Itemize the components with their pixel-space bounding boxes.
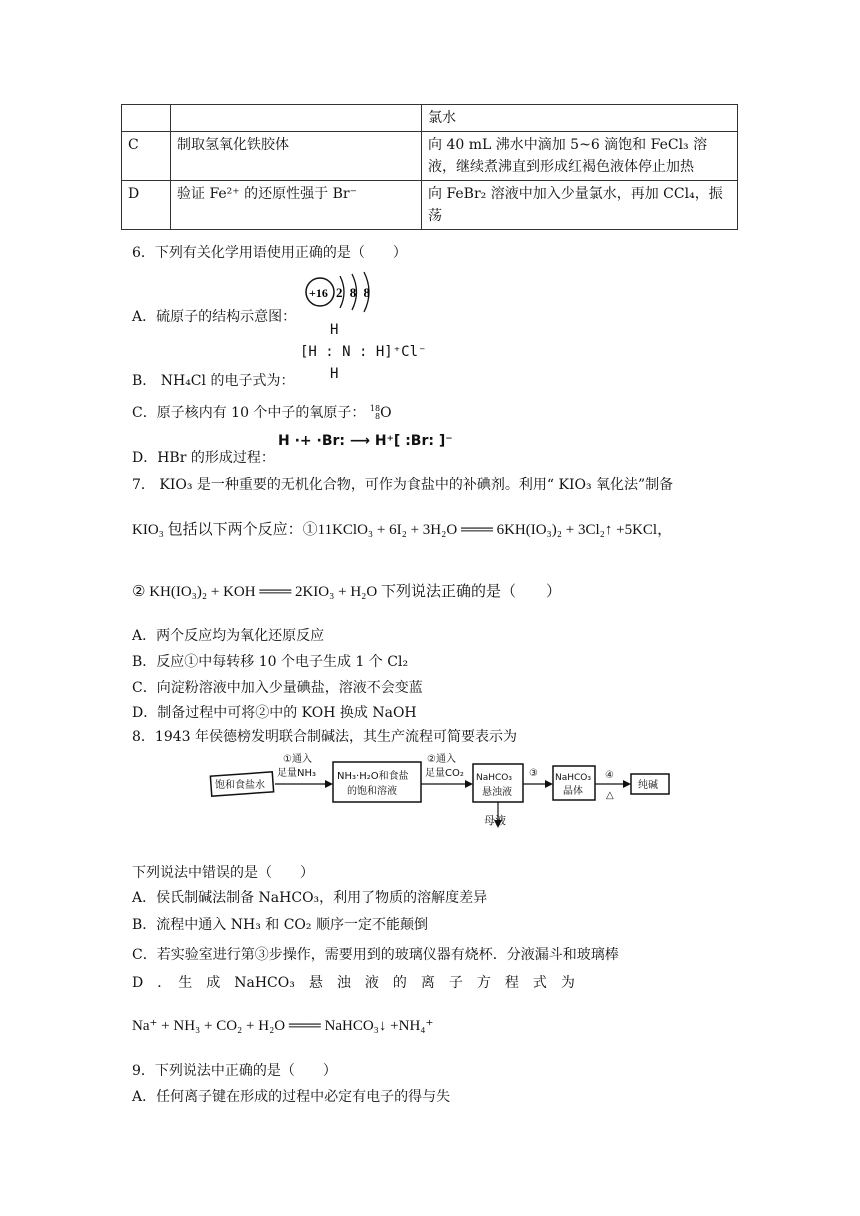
process-flow-diagram xyxy=(205,748,675,832)
isotope-numbers xyxy=(370,405,380,421)
q8-option-d: D ． 生 成 NaHCO₃ 悬 浊 液 的 离 子 方 程 式 为 xyxy=(132,975,575,991)
nh4cl-bottom: H xyxy=(330,366,339,382)
table-cell: 向 40 mL 沸水中滴加 5~6 滴饱和 FeCl₃ 溶液，继续煮沸直到形成红褐色液体停止加热 xyxy=(422,132,738,181)
atom-nucleus: +16 xyxy=(309,286,328,300)
q9-stem: 9．下列说法中正确的是（ ） xyxy=(132,1063,337,1079)
flow-step2b: 足量CO₂ xyxy=(425,768,464,779)
isotope-symbol: O xyxy=(380,405,392,421)
table-row xyxy=(122,181,738,230)
flow-box-brine: 饱和食盐水 xyxy=(215,780,265,791)
table-cell: 向 FeBr₂ 溶液中加入少量氯水，再加 CCl₄，振荡 xyxy=(422,181,738,230)
q7-option-a: A．两个反应均为氧化还原反应 xyxy=(132,628,325,644)
q7-option-b: B．反应①中每转移 10 个电子生成 1 个 Cl₂ xyxy=(132,654,409,670)
q8-equation: Na⁺ + NH₃ + CO₂ + H₂O ═══ NaHCO₃↓ +NH₄⁺ xyxy=(132,1018,434,1034)
q8-stem: 8．1943 年侯德榜发明联合制碱法，其生产流程可简要表示为 xyxy=(132,729,517,745)
experiment-table xyxy=(121,104,738,230)
flow-step4b: △ xyxy=(606,790,614,801)
hbr-formation: H ·+ ·Br: ⟶ H⁺[ :Br: ]⁻ xyxy=(278,433,453,449)
q6-option-c-text: C．原子核内有 10 个中子的氧原子： xyxy=(132,405,366,421)
q7-line1: 7． KIO₃ 是一种重要的无机化合物，可作为食盐中的补碘剂。利用“ KIO₃ 氧化法”制备 xyxy=(132,477,674,493)
isotope-z: 8 xyxy=(374,412,381,421)
q8-option-a: A．侯氏制碱法制备 NaHCO₃，利用了物质的溶解度差异 xyxy=(132,890,488,906)
sulfur-atom-diagram xyxy=(300,270,390,320)
flow-step1b: 足量NH₃ xyxy=(277,768,317,779)
q8-question: 下列说法中错误的是（ ） xyxy=(132,865,314,881)
table-row xyxy=(122,132,738,181)
table-cell: 验证 Fe²⁺ 的还原性强于 Br⁻ xyxy=(171,181,422,230)
table-cell xyxy=(171,105,422,132)
flow-box-solution-a: NH₃·H₂O和食盐 xyxy=(337,771,409,782)
q9-option-a: A．任何离子键在形成的过程中必定有电子的得与失 xyxy=(132,1089,451,1105)
table-cell: 制取氢氧化铁胶体 xyxy=(171,132,422,181)
flow-step1: ①通入 xyxy=(283,754,312,765)
q6-stem: 6．下列有关化学用语使用正确的是（ ） xyxy=(132,245,407,261)
table-row xyxy=(122,105,738,132)
q7-option-c: C．向淀粉溶液中加入少量碘盐，溶液不会变蓝 xyxy=(132,680,423,696)
flow-mother-liquor: 母液 xyxy=(484,814,506,827)
q8-option-b: B．流程中通入 NH₃ 和 CO₂ 顺序一定不能颠倒 xyxy=(132,917,428,933)
nh4cl-top: H xyxy=(330,322,339,338)
flow-box-crystal-a: NaHCO₃ xyxy=(555,773,591,783)
isotope-mass: 18 xyxy=(369,404,381,413)
flow-box-solution-b: 的饱和溶液 xyxy=(347,786,397,797)
flow-box-suspension-b: 悬浊液 xyxy=(482,787,512,798)
q7-line3: ② KH(IO₃)₂ + KOH ═══ 2KIO₃ + H₂O 下列说法正确的是（ ） xyxy=(132,584,561,600)
flow-step3: ③ xyxy=(529,768,538,779)
flow-step4: ④ xyxy=(605,770,614,781)
flow-box-crystal-b: 晶体 xyxy=(563,786,583,797)
nh4cl-middle: [H : N : H]⁺Cl⁻ xyxy=(300,344,427,360)
flow-step2: ②通入 xyxy=(427,754,456,765)
q6-option-b: B． NH₄Cl 的电子式为： xyxy=(132,373,295,389)
flow-box-suspension-a: NaHCO₃ xyxy=(476,773,512,783)
table-cell xyxy=(122,105,171,132)
atom-shells: 2 8 8 xyxy=(336,285,372,300)
table-cell: D xyxy=(122,181,171,230)
q7-line2: KIO₃ 包括以下两个反应：①11KClO₃ + 6I₂ + 3H₂O ═══ 6KH(IO₃)₂ + 3Cl₂↑ +5KCl， xyxy=(132,522,673,538)
q6-option-d: D．HBr 的形成过程： xyxy=(132,450,275,466)
table-cell: C xyxy=(122,132,171,181)
flow-box-soda: 纯碱 xyxy=(638,780,658,791)
q6-option-a: A．硫原子的结构示意图： xyxy=(132,309,297,325)
table-cell: 氯水 xyxy=(422,105,738,132)
q8-option-c: C．若实验室进行第③步操作，需要用到的玻璃仪器有烧杯．分液漏斗和玻璃棒 xyxy=(132,947,619,963)
q6-option-c xyxy=(132,402,392,422)
q7-option-d: D．制备过程中可将②中的 KOH 换成 NaOH xyxy=(132,705,417,721)
